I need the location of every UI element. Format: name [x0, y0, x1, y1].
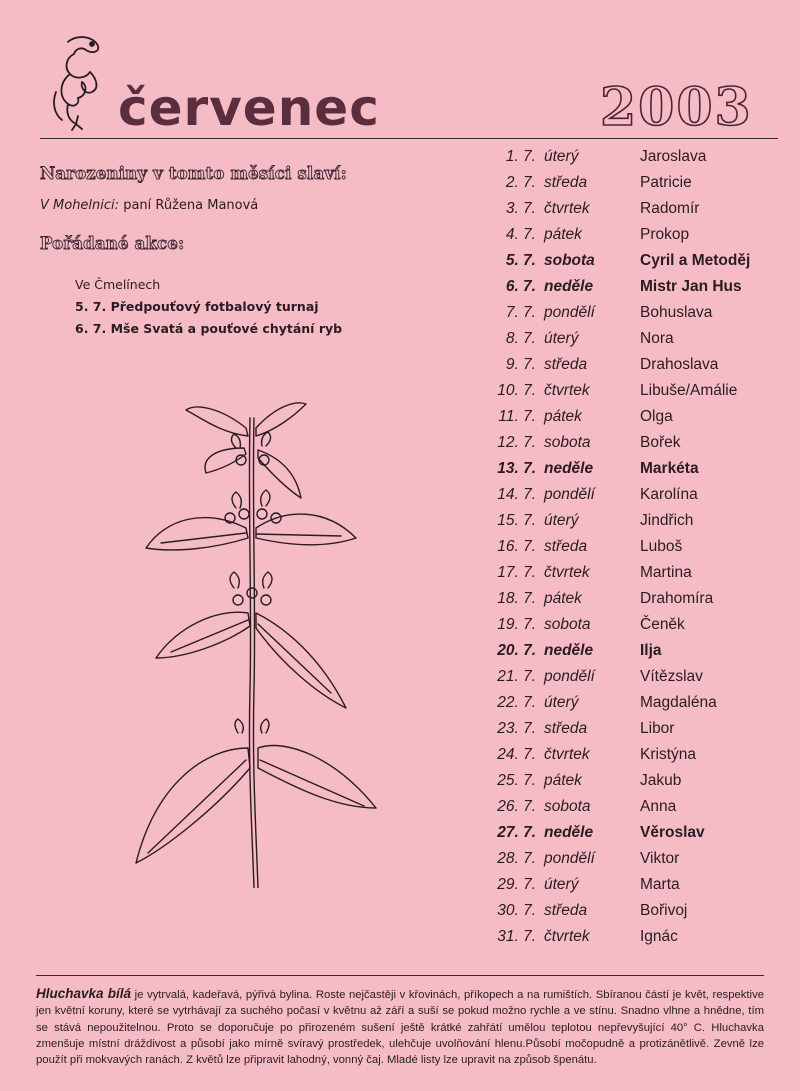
footer-divider: [36, 975, 764, 976]
calendar-weekday: pátek: [544, 408, 582, 425]
calendar-date: 18. 7.: [497, 590, 536, 607]
birthday-entry: [40, 198, 258, 213]
calendar-weekday: neděle: [544, 824, 594, 841]
calendar-date: 19. 7.: [497, 616, 536, 633]
footer-text: [36, 986, 764, 1068]
footer-lead: Hluchavka bílá: [36, 986, 131, 1001]
calendar-weekday: sobota: [544, 252, 595, 269]
calendar-date: 10. 7.: [497, 382, 536, 399]
calendar-date: 9. 7.: [505, 356, 536, 373]
calendar-weekday: pátek: [544, 226, 582, 243]
calendar-weekday: čtvrtek: [544, 382, 590, 399]
calendar-date: 25. 7.: [497, 772, 536, 789]
calendar-name: Jindřich: [640, 512, 694, 529]
calendar-weekday: čtvrtek: [544, 564, 590, 581]
calendar-weekday: středa: [544, 538, 588, 555]
calendar-weekday: středa: [544, 902, 588, 919]
birthdays-heading: Narozeniny v tomto měsíci slaví:: [40, 164, 347, 183]
events-location: Ve Čmelínech: [75, 277, 161, 292]
calendar-date: 3. 7.: [505, 200, 536, 217]
calendar-name: Patricie: [640, 174, 692, 191]
calendar-date: 14. 7.: [497, 486, 536, 503]
calendar-weekday: středa: [544, 356, 588, 373]
calendar-date: 23. 7.: [497, 720, 536, 737]
calendar-weekday: středa: [544, 720, 588, 737]
calendar-name: Martina: [640, 564, 692, 581]
calendar-weekday: úterý: [544, 148, 579, 165]
events-heading: Pořádané akce:: [40, 234, 185, 253]
calendar-name: Věroslav: [640, 824, 705, 841]
calendar-date: 16. 7.: [497, 538, 536, 555]
calendar-name: Bořek: [640, 434, 681, 451]
calendar-date: 21. 7.: [497, 668, 536, 685]
calendar-name: Radomír: [640, 200, 700, 217]
calendar-name: Kristýna: [640, 746, 696, 763]
calendar-weekday: neděle: [544, 278, 594, 295]
calendar-date: 5. 7.: [505, 252, 536, 269]
calendar-name: Olga: [640, 408, 673, 425]
calendar-date: 22. 7.: [497, 694, 536, 711]
calendar-date: 31. 7.: [497, 928, 536, 945]
calendar-date: 20. 7.: [497, 642, 536, 659]
event-item: 6. 7. Mše Svatá a pouťové chytání ryb: [75, 321, 343, 336]
calendar-date: 27. 7.: [497, 824, 536, 841]
calendar-date: 6. 7.: [505, 278, 536, 295]
footer-body: je vytrvalá, kadeřavá, pýřivá bylina. Roste nejčastěji v křovinách, příkopech a na rumištích. Sbíranou částí je květ, respektive jen květní koruny, které se vytrhávají za suchého počasí v květnu až září a suší se pokud možno rychle a ve stínu. Snadno vlhne a hnědne, tím se stává nepoužitelnou. Proto se doporučuje po přirozeném sušení ještě krátké zahřátí umělou teplotou nepřevyšující 40° C. Hluchavka zmenšuje místní dráždivost a působí jako mírně svíravý prostředek, ulehčuje uvolňování hlenu.Působí močopudně a protizánětlivě. Zevně lze použít při mokvavých ranách. Z květů lze připravit lahodný, vonný čaj. Mladé listy lze upravit na způsob špenátu.: [36, 989, 764, 1067]
birthday-place: V Mohelnici:: [40, 198, 120, 213]
birthday-person: paní Růžena Manová: [123, 198, 259, 213]
calendar-weekday: čtvrtek: [544, 746, 590, 763]
header-divider: [40, 138, 778, 139]
calendar-weekday: pondělí: [544, 668, 595, 685]
calendar-name: Cyril a Metoděj: [640, 252, 751, 269]
calendar-name: Luboš: [640, 538, 683, 555]
calendar-name: Magdaléna: [640, 694, 717, 711]
calendar-name: Bořivoj: [640, 902, 688, 919]
calendar-date: 13. 7.: [497, 460, 536, 477]
calendar-name: Jakub: [640, 772, 682, 789]
calendar-date: 4. 7.: [505, 226, 536, 243]
calendar-weekday: sobota: [544, 434, 591, 451]
calendar-date: 30. 7.: [497, 902, 536, 919]
calendar-name: Drahoslava: [640, 356, 719, 373]
calendar-name: Jaroslava: [640, 148, 707, 165]
calendar-weekday: úterý: [544, 512, 579, 529]
calendar-name: Nora: [640, 330, 674, 347]
calendar-date: 26. 7.: [497, 798, 536, 815]
calendar-name: Libuše/Amálie: [640, 382, 738, 399]
calendar-weekday: pondělí: [544, 850, 595, 867]
calendar-weekday: pátek: [544, 772, 582, 789]
calendar-name: Viktor: [640, 850, 680, 867]
calendar-date: 11. 7.: [498, 408, 536, 425]
flower-logo-icon: [46, 32, 108, 132]
calendar-weekday: úterý: [544, 330, 579, 347]
calendar-name: Čeněk: [640, 616, 685, 633]
calendar-date: 29. 7.: [497, 876, 536, 893]
calendar-weekday: středa: [544, 174, 588, 191]
calendar-name: Anna: [640, 798, 677, 815]
calendar-name: Markéta: [640, 460, 699, 477]
calendar-name: Prokop: [640, 226, 690, 243]
calendar-weekday: neděle: [544, 642, 594, 659]
calendar-name: Drahomíra: [640, 590, 714, 607]
calendar-weekday: pondělí: [544, 304, 595, 321]
calendar-name: Ilja: [640, 642, 662, 659]
calendar-date: 8. 7.: [505, 330, 536, 347]
calendar-name: Mistr Jan Hus: [640, 278, 742, 295]
calendar-weekday: sobota: [544, 798, 591, 815]
calendar-weekday: pondělí: [544, 486, 595, 503]
calendar-name: Bohuslava: [640, 304, 713, 321]
calendar-name: Ignác: [640, 928, 678, 945]
calendar-weekday: čtvrtek: [544, 928, 590, 945]
calendar-name: Karolína: [640, 486, 698, 503]
calendar-name: Marta: [640, 876, 680, 893]
events-list: [75, 274, 342, 340]
year-title: 2003: [600, 77, 753, 138]
plant-illustration: [126, 388, 386, 888]
event-item: 5. 7. Předpouťový fotbalový turnaj: [75, 299, 319, 314]
calendar-date: 24. 7.: [497, 746, 536, 763]
calendar-weekday: úterý: [544, 694, 579, 711]
calendar-name: Libor: [640, 720, 675, 737]
calendar-weekday: sobota: [544, 616, 591, 633]
calendar-date: 28. 7.: [497, 850, 536, 867]
calendar-date: 12. 7.: [497, 434, 536, 451]
calendar-date: 7. 7.: [505, 304, 536, 321]
calendar-weekday: neděle: [544, 460, 594, 477]
calendar-weekday: pátek: [544, 590, 582, 607]
calendar-weekday: čtvrtek: [544, 200, 590, 217]
calendar-name: Vítězslav: [640, 668, 703, 685]
month-title: červenec: [118, 79, 380, 137]
calendar-date: 2. 7.: [505, 174, 536, 191]
calendar-weekday: úterý: [544, 876, 579, 893]
calendar-date: 15. 7.: [497, 512, 536, 529]
calendar-date: 17. 7.: [497, 564, 536, 581]
calendar-date: 1. 7.: [505, 148, 536, 165]
